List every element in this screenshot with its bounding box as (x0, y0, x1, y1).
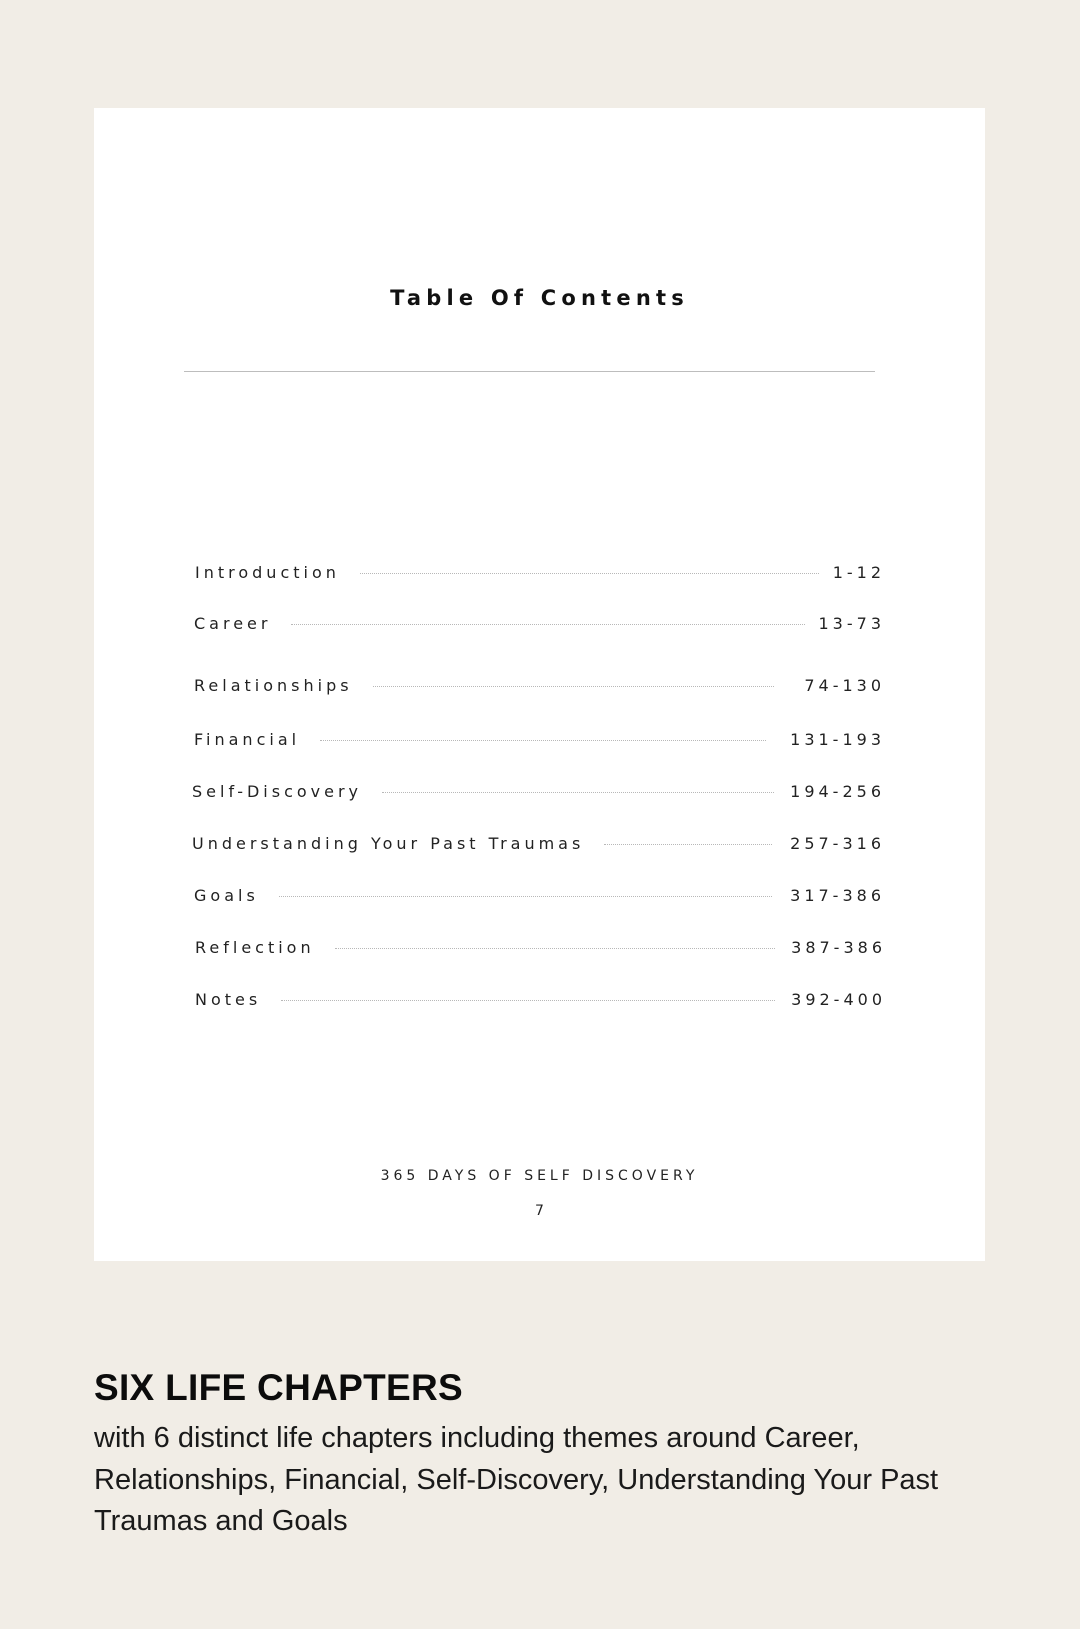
toc-entry-understanding-your-past-traumas (192, 831, 885, 855)
dot-leader (281, 1000, 775, 1001)
dot-leader (382, 792, 774, 793)
toc-entry-introduction (195, 560, 885, 584)
toc-entry-label: Goals (194, 885, 259, 905)
toc-entry-pages: 131-193 (790, 729, 885, 749)
toc-entry-self-discovery (192, 779, 885, 803)
toc-entry-relationships (194, 673, 885, 697)
toc-entry-financial (194, 727, 885, 751)
document-page (94, 108, 985, 1261)
toc-entry-label: Reflection (195, 937, 315, 957)
caption-text: with 6 distinct life chapters including themes around Career, Relationships, Financial, Self-Discovery, Understanding Your Past Traumas and Goals (94, 1422, 939, 1537)
caption-heading: SIX LIFE CHAPTERS (94, 1367, 463, 1408)
dot-leader (320, 740, 766, 741)
toc-entry-pages: 194-256 (790, 781, 885, 801)
dot-leader (291, 624, 804, 625)
toc-entry-pages: 257-316 (790, 833, 885, 853)
dot-leader (335, 948, 776, 949)
toc-entry-notes (195, 987, 886, 1011)
toc-entry-label: Career (194, 613, 272, 633)
dot-leader (604, 844, 772, 845)
toc-title: Table Of Contents (390, 286, 689, 310)
page-number: 7 (535, 1203, 544, 1219)
toc-entry-label: Notes (195, 989, 262, 1009)
toc-entry-label: Self-Discovery (192, 781, 363, 801)
toc-entry-pages: 13-73 (818, 613, 885, 633)
toc-entry-label: Financial (194, 729, 301, 749)
running-footer-title: 365 DAYS OF SELF DISCOVERY (380, 1168, 699, 1184)
toc-entry-pages: 317-386 (790, 885, 885, 905)
dot-leader (373, 686, 775, 687)
toc-entry-goals (194, 883, 885, 907)
toc-entry-pages: 74-130 (804, 675, 885, 695)
toc-entry-label: Relationships (194, 675, 353, 695)
dot-leader (279, 896, 772, 897)
toc-entry-reflection (195, 935, 886, 959)
toc-entry-pages: 387-386 (791, 937, 886, 957)
toc-entry-career (194, 611, 885, 635)
toc-entry-pages: 1-12 (832, 562, 885, 582)
toc-entry-pages: 392-400 (791, 989, 886, 1009)
dot-leader (360, 573, 819, 574)
title-divider (184, 371, 875, 372)
toc-entry-label: Understanding Your Past Traumas (192, 833, 585, 853)
toc-entry-label: Introduction (195, 562, 340, 582)
